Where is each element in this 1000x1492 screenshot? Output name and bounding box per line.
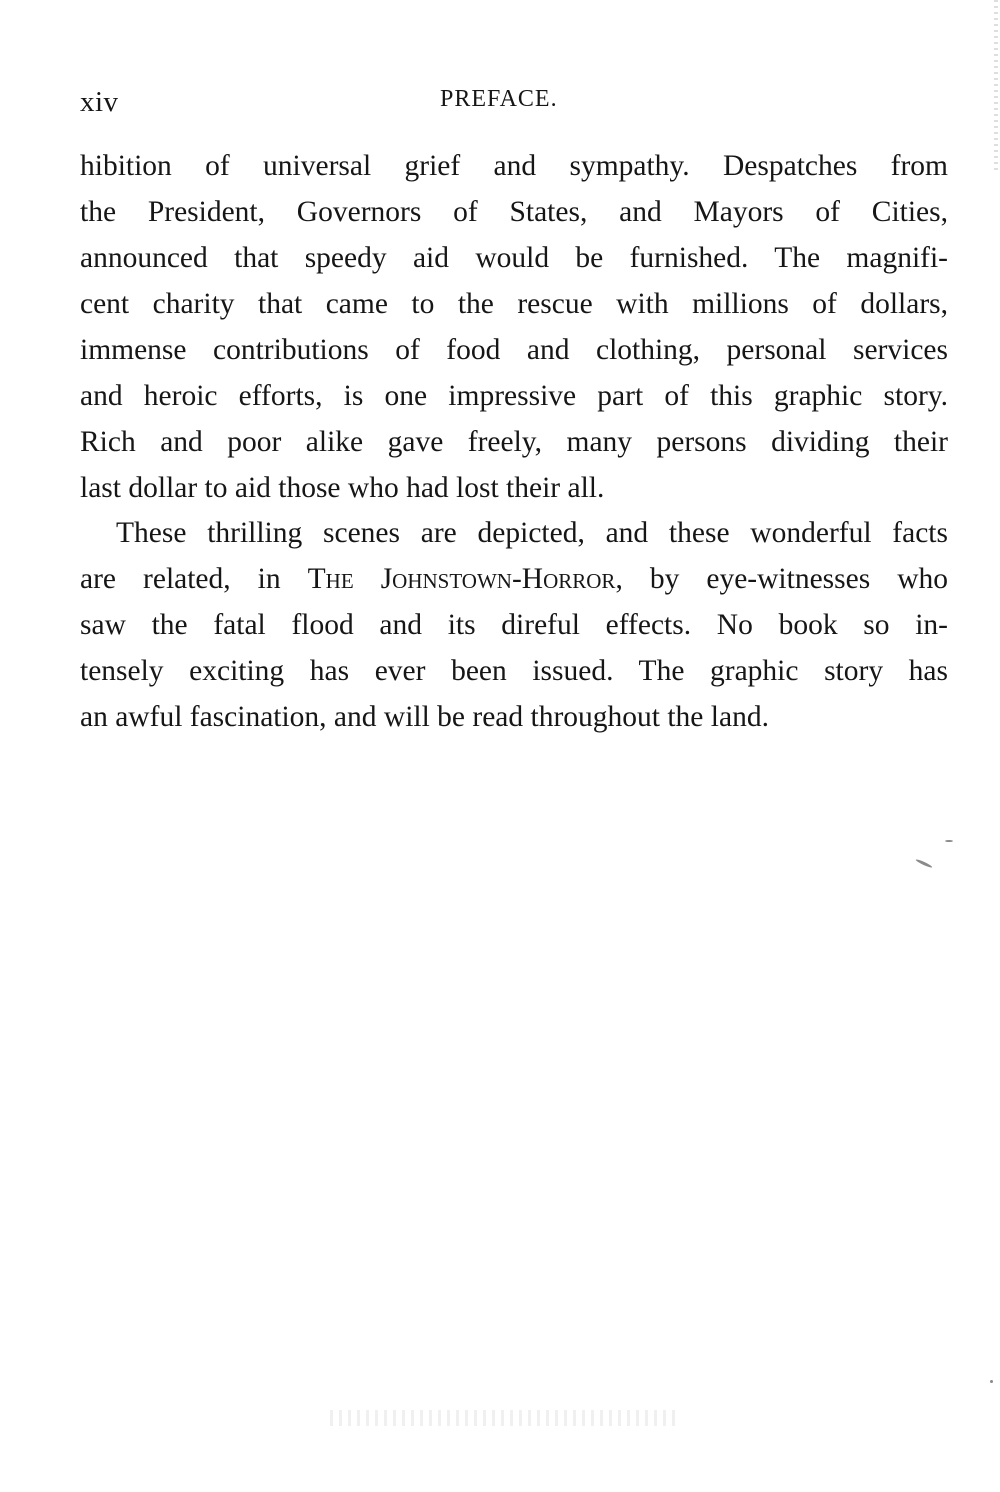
text-fragment: are related, in [80, 563, 308, 595]
scan-speck [990, 1380, 993, 1383]
text-line: last dollar to aid those who had lost their all. [80, 472, 605, 504]
text-line: saw the fatal flood and its direful effects. No book so in- [80, 609, 948, 641]
text-line: announced that speedy aid would be furnished. The magnifi- [80, 242, 948, 274]
text-line: tensely exciting has ever been issued. The graphic story has [80, 655, 948, 687]
scan-speck [915, 858, 933, 868]
page-number: xiv [80, 86, 119, 118]
book-title: The Johnstown-Horror [307, 563, 616, 595]
text-line: hibition of universal grief and sympathy. Despatches from [80, 150, 948, 182]
text-line: These thrilling scenes are depicted, and these wonderful facts [116, 517, 948, 549]
scan-speck [945, 840, 953, 842]
bleed-through [330, 1410, 680, 1426]
text-line: cent charity that came to the rescue with millions of dollars, [80, 288, 948, 320]
scan-edge-noise [994, 0, 998, 170]
text-line: the President, Governors of States, and Mayors of Cities, [80, 196, 948, 228]
text-line [80, 561, 948, 597]
text-line: Rich and poor alike gave freely, many persons dividing their [80, 426, 948, 458]
text-line: and heroic efforts, is one impressive part of this graphic story. [80, 380, 948, 412]
text-fragment: , by eye-witnesses who [615, 563, 949, 595]
text-line: immense contributions of food and clothing, personal services [80, 334, 948, 366]
text-line: an awful fascination, and will be read throughout the land. [80, 701, 769, 733]
running-head: PREFACE. [440, 86, 558, 112]
